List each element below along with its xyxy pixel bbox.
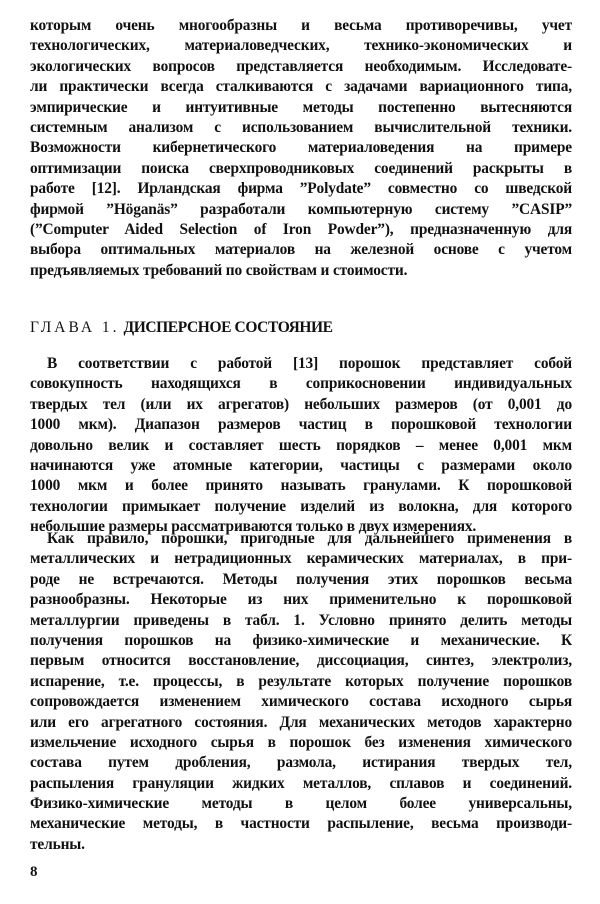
text-line: В соответствии с работой [13] порошок представляет собой	[47, 355, 572, 372]
text-line: металлических и нетрадиционных керамических материалах, в при-	[30, 550, 572, 568]
text-line: ли практически всегда сталкиваются с задачами вариационного типа,	[30, 78, 572, 96]
text-line: системным анализом с использованием вычислительной техники.	[30, 118, 572, 136]
text-line: совокупность находящихся в соприкосновении индивидуальных	[30, 375, 572, 393]
text-line: 1000 мкм). Диапазон размеров частиц в порошковой технологии	[30, 416, 572, 434]
text-line: предъявляемых требований по свойствам и стоимости.	[30, 261, 408, 279]
text-line: которым очень многообразны и весьма противоречивы, учет	[30, 17, 572, 34]
text-line: состава путем дробления, размола, истирания твердых тел,	[30, 754, 572, 772]
paragraph-powder-methods	[30, 529, 572, 855]
text-line: небольшие размеры рассматриваются только в двух измерениях.	[30, 518, 477, 536]
text-line: выбора оптимальных материалов на железной основе с учетом	[30, 241, 572, 259]
intro-paragraph	[30, 16, 572, 281]
text-line: металлургии приведены в табл. 1. Условно принято делить методы	[30, 611, 572, 629]
text-line: тельны.	[30, 835, 85, 853]
text-line: Возможности кибернетического материаловедения на примере	[30, 139, 572, 157]
text-line: технологии примыкает получение изделий из волокна, для которого	[30, 497, 572, 515]
text-line: начинаются уже атомные категории, частицы с размерами около	[30, 456, 572, 474]
text-line: распыления грануляции жидких металлов, сплавов и соединений.	[30, 774, 572, 792]
text-line: работе [12]. Ирландская фирма ”Polydate” совместно со шведской	[30, 180, 572, 198]
paragraph-powder-definition	[30, 354, 572, 538]
text-line: технологических, материаловедческих, технико-экономических и	[30, 37, 572, 55]
text-line: разнообразны. Некоторые из них применительно к порошковой	[30, 591, 572, 609]
text-line: роде не встречаются. Методы получения этих порошков весьма	[30, 570, 572, 588]
text-line: оптимизации поиска сверхпроводниковых соединений раскрыты в	[30, 159, 572, 177]
text-line: сопровождается изменением химического состава исходного сырья	[30, 693, 572, 711]
text-line: 1000 мкм и более принято называть гранулами. К порошковой	[30, 477, 572, 495]
text-line: твердых тел (или их агрегатов) небольших размеров (от 0,001 до	[30, 395, 572, 413]
text-line: Физико-химические методы в целом более универсальны,	[30, 795, 572, 813]
text-line: механические методы, в частности распыление, весьма производи-	[30, 815, 572, 833]
text-line: испарение, т.е. процессы, в результате которых получение порошков	[30, 672, 572, 690]
text-line: (”Computer Aided Selection of Iron Powder”), предназначенную для	[30, 220, 572, 238]
text-line: Как правило, порошки, пригодные для дальнейшего применения в	[47, 530, 572, 547]
text-line: фирмой ”Höganäs” разработали компьютерную систему ”CASIP”	[30, 200, 572, 218]
text-line: получения порошков на физико-химические и механические. К	[30, 631, 572, 649]
chapter-title: ДИСПЕРСНОЕ СОСТОЯНИЕ	[123, 319, 333, 336]
text-line: измельчение исходного сырья в порошок без изменения химического	[30, 733, 572, 751]
text-line: довольно велик и составляет шесть порядков – менее 0,001 мкм	[30, 436, 572, 454]
text-line: эмпирические и интуитивные методы постепенно вытесняются	[30, 98, 572, 116]
chapter-heading	[30, 318, 333, 338]
chapter-label: ГЛАВА 1.	[30, 319, 120, 336]
text-line: первым относится восстановление, диссоциация, синтез, электролиз,	[30, 652, 572, 670]
text-line: экологических вопросов представляется необходимым. Исследовате-	[30, 57, 572, 75]
page-number: 8	[30, 864, 38, 880]
text-line: или его агрегатного состояния. Для механических методов характерно	[30, 713, 572, 731]
